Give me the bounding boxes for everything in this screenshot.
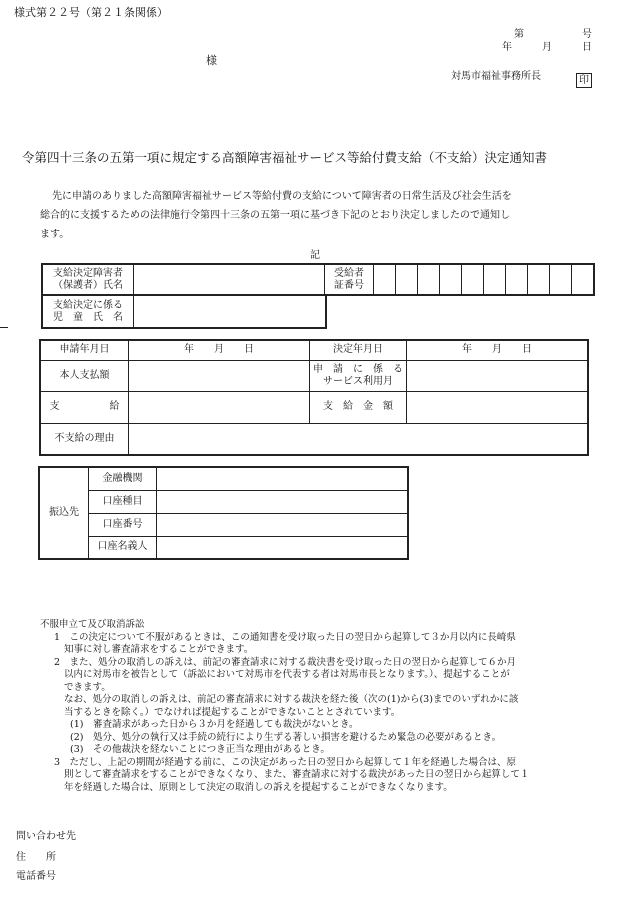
self-pay-label: 本人支払額 xyxy=(40,360,129,391)
notice-heading: 不服申立て及び取消訴訟 xyxy=(40,619,145,630)
account-no-value[interactable] xyxy=(157,513,409,536)
issuer-name: 対馬市福祉事務所長 xyxy=(451,71,541,82)
notice-item-3: (3) その他裁決を経ないことにつき正当な理由があるとき。 xyxy=(70,744,330,755)
intro-line-2: 総合的に支援するための法律施行令第四十三条の五第一項に基づき下記のとおり決定しましたので通知し xyxy=(40,210,510,221)
margin-mark xyxy=(0,327,8,328)
decision-table xyxy=(39,339,589,456)
account-type-label: 口座種目 xyxy=(89,490,157,513)
transfer-label: 振込先 xyxy=(39,467,89,559)
bank-value[interactable] xyxy=(157,467,409,490)
recipient-no-digit[interactable] xyxy=(440,264,462,295)
seal-box xyxy=(576,68,592,88)
intro-line-1: 先に申請のありました高額障害福祉サービス等給付費の支給について障害者の日常生活及び社会生活を xyxy=(52,191,512,202)
payment-value[interactable] xyxy=(129,391,310,423)
number-gou: 号 xyxy=(582,29,592,40)
recipient-no-digit[interactable] xyxy=(396,264,418,295)
holder-value[interactable] xyxy=(157,536,409,559)
recipient-no-label-line2: 証番号 xyxy=(334,279,364,291)
notice-item-2: (2) 処分、処分の執行又は手続の続行により生ずる著しい損害を避けるため緊急の必要があるとき。 xyxy=(70,731,502,743)
notice-para-2c: できます。 xyxy=(64,681,111,693)
bank-label: 金融機関 xyxy=(89,467,157,490)
recipient-no-digit[interactable] xyxy=(462,264,484,295)
payment-amount-label: 支 給 金 額 xyxy=(310,391,407,423)
notice-para-3c: 年を経過した場合は、原則として決定の取消しの訴えを提起することができなくなります。 xyxy=(64,781,453,793)
form-number: 様式第２２号（第２１条関係） xyxy=(14,6,168,19)
notice-para-2d: なお、処分の取消しの訴えは、前記の審査請求に対する裁決を経た後（次の(1)から(3)までのいずれかに該 xyxy=(64,694,519,705)
recipient-no-label xyxy=(325,264,374,295)
non-payment-label: 不支給の理由 xyxy=(40,423,129,455)
non-payment-reason[interactable] xyxy=(129,423,589,455)
recipient-no-digit[interactable] xyxy=(506,264,528,295)
ki-label: 記 xyxy=(310,250,320,261)
account-no-label: 口座番号 xyxy=(89,513,157,536)
recipient-table xyxy=(41,263,595,296)
notice-para-3a: 3 ただし、上記の期間が経過する前に、この決定があった日の翌日から起算して１年を経過した場合は、原 xyxy=(54,756,516,768)
date-year: 年 xyxy=(502,42,512,53)
recipient-no-digit[interactable] xyxy=(572,264,595,295)
payment-label: 支 給 xyxy=(40,391,129,423)
notice-para-2b: 以内に対馬市を被告として（訴訟において対馬市を代表する者は対馬市長となります。）、提起することが xyxy=(64,669,510,680)
notice-para-3b: 則として審査請求をすることができなくなり、また、審査請求に対する裁決があった日の翌日から起算して１ xyxy=(64,769,530,780)
service-month-value[interactable] xyxy=(407,360,589,391)
notice-para-2a: 2 また、処分の取消しの訴えは、前記の審査請求に対する裁決書を受け取った日の翌日から起算して６か月 xyxy=(54,656,517,668)
intro-line-3: ます。 xyxy=(40,229,70,240)
self-pay-value[interactable] xyxy=(129,360,310,391)
contact-heading: 問い合わせ先 xyxy=(16,831,76,842)
notice-para-2e: 当するときを除く。）でなければ提起することができないこととされています。 xyxy=(64,706,401,718)
apply-date-value[interactable]: 年 月 日 xyxy=(129,340,310,360)
decision-date-label: 決定年月日 xyxy=(310,340,407,360)
child-label xyxy=(42,295,134,328)
recipient-no-label-line1: 受給者 xyxy=(334,267,364,279)
account-type-value[interactable] xyxy=(157,490,409,513)
notice-para-1b: 知事に対し審査請求をすることができます。 xyxy=(64,644,254,655)
contact-phone-label: 電話番号 xyxy=(16,871,56,882)
appeal-notice xyxy=(40,619,600,794)
date-month: 月 xyxy=(542,42,552,53)
applicant-label-line1: 支給決定障害者 xyxy=(53,267,123,279)
notice-para-1a: 1 この決定について不服があるときは、この通知書を受け取った日の翌日から起算して３か月以内に長崎県 xyxy=(54,631,516,643)
applicant-label-line2: （保護者）氏名 xyxy=(53,279,123,291)
notice-item-1: (1) 審査請求があった日から３か月を経過しても裁決がないとき。 xyxy=(70,719,359,730)
child-name-cell[interactable] xyxy=(134,295,327,328)
holder-label: 口座名義人 xyxy=(89,536,157,559)
recipient-sama: 様 xyxy=(206,54,217,67)
child-label-line1: 支給決定に係る xyxy=(53,299,123,311)
service-month-label xyxy=(310,360,407,391)
service-month-label-line1: 申 請 に 係 る xyxy=(313,363,403,375)
applicant-name-cell[interactable] xyxy=(134,264,325,295)
child-label-line2: 児 童 氏 名 xyxy=(53,311,123,323)
recipient-no-digit[interactable] xyxy=(550,264,572,295)
transfer-table xyxy=(38,466,409,560)
child-table xyxy=(41,294,327,329)
recipient-no-digit[interactable] xyxy=(374,264,396,295)
recipient-no-digit[interactable] xyxy=(418,264,440,295)
applicant-label xyxy=(42,264,134,295)
decision-date-value[interactable]: 年 月 日 xyxy=(407,340,589,360)
number-dai: 第 xyxy=(514,29,524,40)
service-month-label-line2: サービス利用月 xyxy=(323,375,393,387)
payment-amount-value[interactable] xyxy=(407,391,589,423)
recipient-no-digit[interactable] xyxy=(528,264,550,295)
document-title: 令第四十三条の五第一項に規定する高額障害福祉サービス等給付費支給（不支給）決定通知書 xyxy=(22,150,548,165)
date-day: 日 xyxy=(582,42,592,53)
contact-address-label: 住 所 xyxy=(16,852,56,863)
recipient-no-digit[interactable] xyxy=(484,264,506,295)
apply-date-label: 申請年月日 xyxy=(40,340,129,360)
seal-mark: 印 xyxy=(576,73,592,88)
